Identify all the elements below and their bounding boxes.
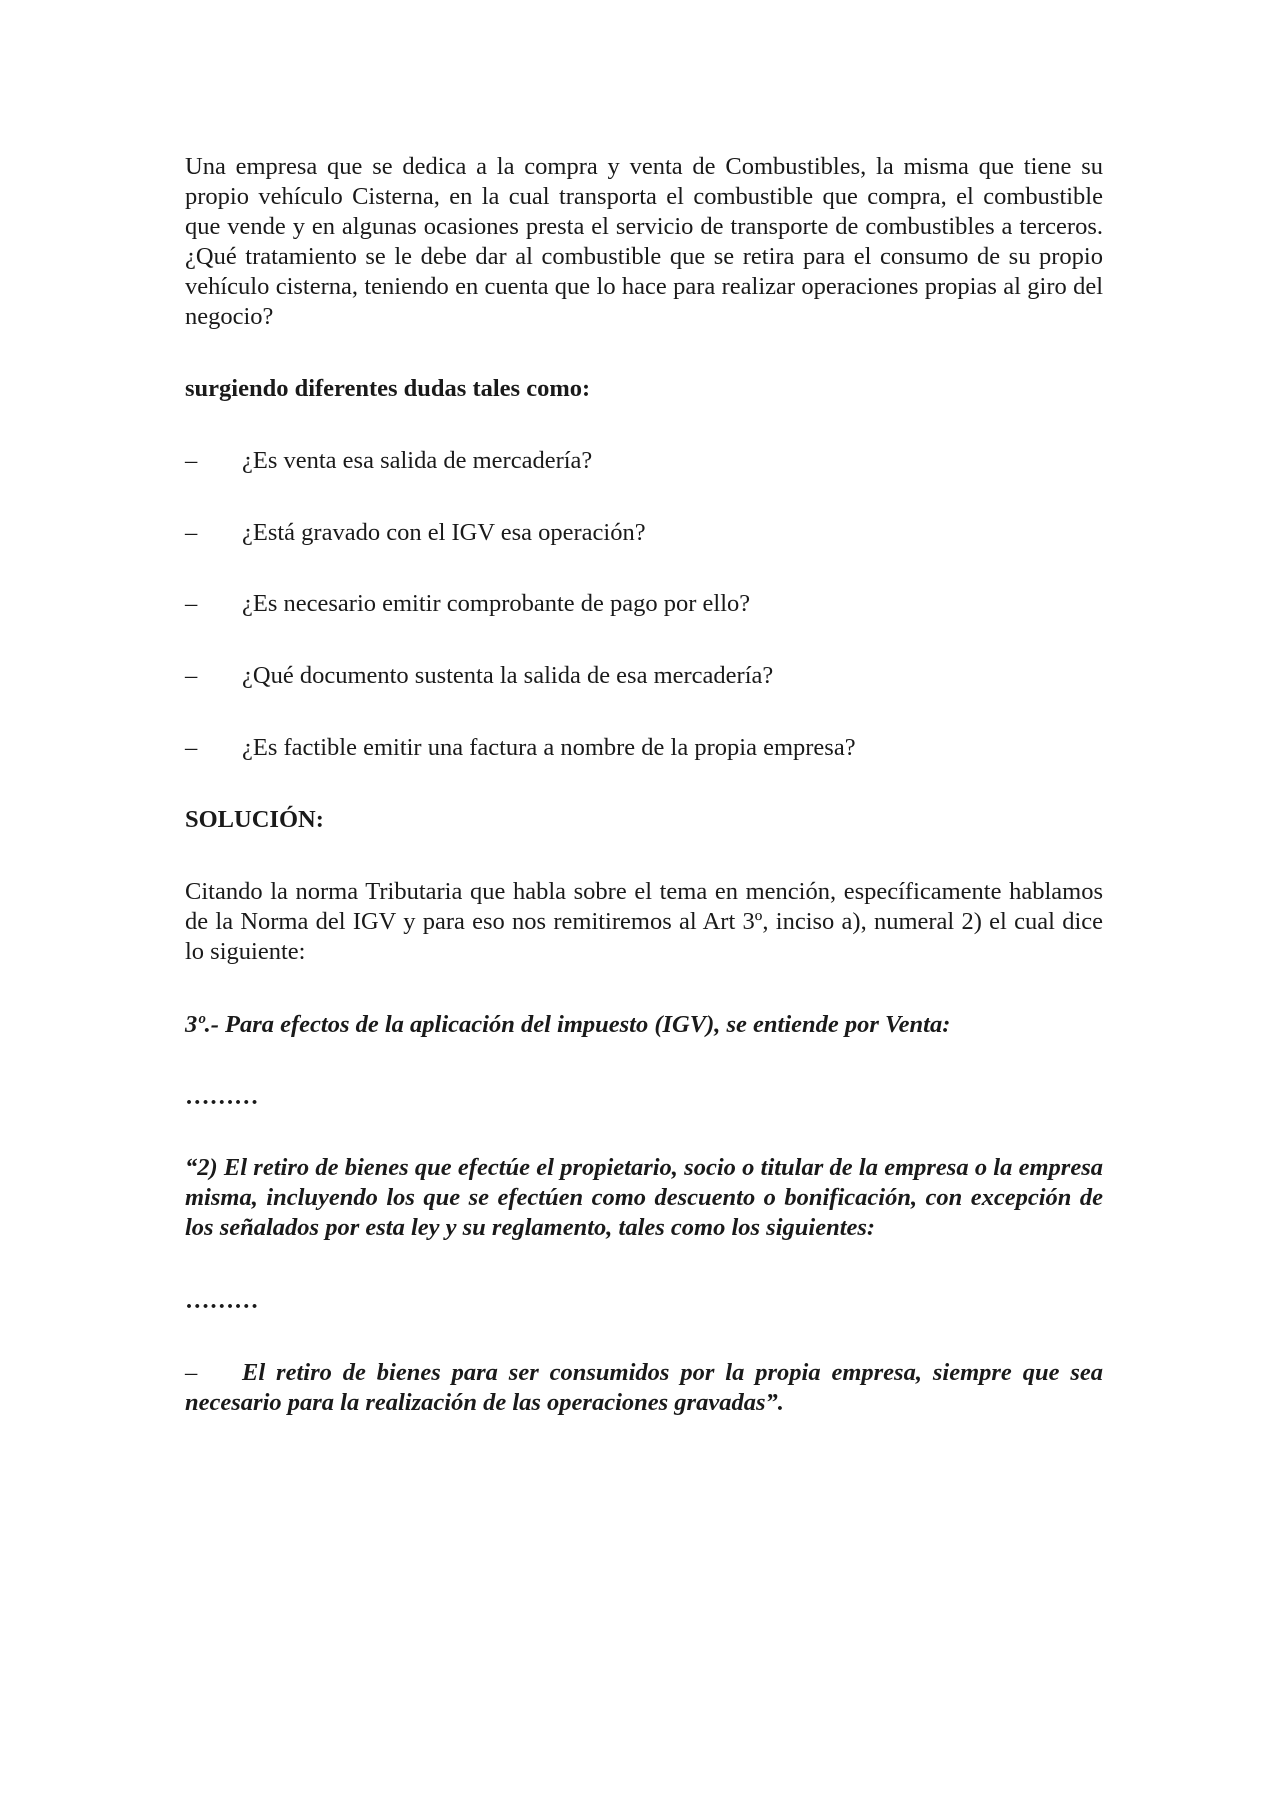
- ellipsis: ………: [185, 1287, 259, 1314]
- doubts-heading: surgiendo diferentes dudas tales como:: [185, 375, 591, 402]
- doubt-text: ¿Es necesario emitir comprobante de pago por ello?: [242, 590, 751, 617]
- doubt-text: ¿Está gravado con el IGV esa operación?: [242, 519, 646, 546]
- article-exception-item: [185, 1358, 1103, 1418]
- bullet-dash: –: [185, 519, 198, 546]
- solution-paragraph: Citando la norma Tributaria que habla sobre el tema en mención, específicamente hablamos de la Norma del IGV y para eso nos remitiremos al Art 3º, inciso a), numeral 2) el cual dice lo siguiente:: [185, 878, 1103, 965]
- solution-heading: SOLUCIÓN:: [185, 806, 324, 833]
- bullet-dash: –: [185, 662, 198, 689]
- article-numeral-quote: “2) El retiro de bienes que efectúe el propietario, socio o titular de la empresa o la empresa misma, incluyendo los que se efectúen como descuento o bonificación, con excepción de los señalados por esta ley y su reglamento, tales como los siguientes:: [185, 1154, 1103, 1241]
- bullet-dash: –: [185, 1359, 198, 1386]
- ellipsis: ………: [185, 1083, 259, 1110]
- bullet-dash: –: [185, 590, 198, 617]
- article-exception-text: El retiro de bienes para ser consumidos por la propia empresa, siempre que sea necesario para la realización de las operaciones gravadas”.: [185, 1359, 1103, 1416]
- doubt-text: ¿Qué documento sustenta la salida de esa mercadería?: [242, 662, 774, 689]
- bullet-dash: –: [185, 734, 198, 761]
- intro-paragraph: Una empresa que se dedica a la compra y venta de Combustibles, la misma que tiene su propio vehículo Cisterna, en la cual transporta el combustible que compra, el combustible que vende y en algunas ocasiones presta el servicio de transporte de combustibles a terceros. ¿Qué tratamiento se le debe dar al combustible que se retira para el consumo de su propio vehículo cisterna, teniendo en cuenta que lo hace para realizar operaciones propias al giro del negocio?: [185, 153, 1103, 330]
- article-title: 3º.- Para efectos de la aplicación del impuesto (IGV), se entiende por Venta:: [185, 1011, 951, 1038]
- doubt-text: ¿Es factible emitir una factura a nombre de la propia empresa?: [242, 734, 856, 761]
- doubt-text: ¿Es venta esa salida de mercadería?: [242, 447, 593, 474]
- bullet-dash: –: [185, 447, 198, 474]
